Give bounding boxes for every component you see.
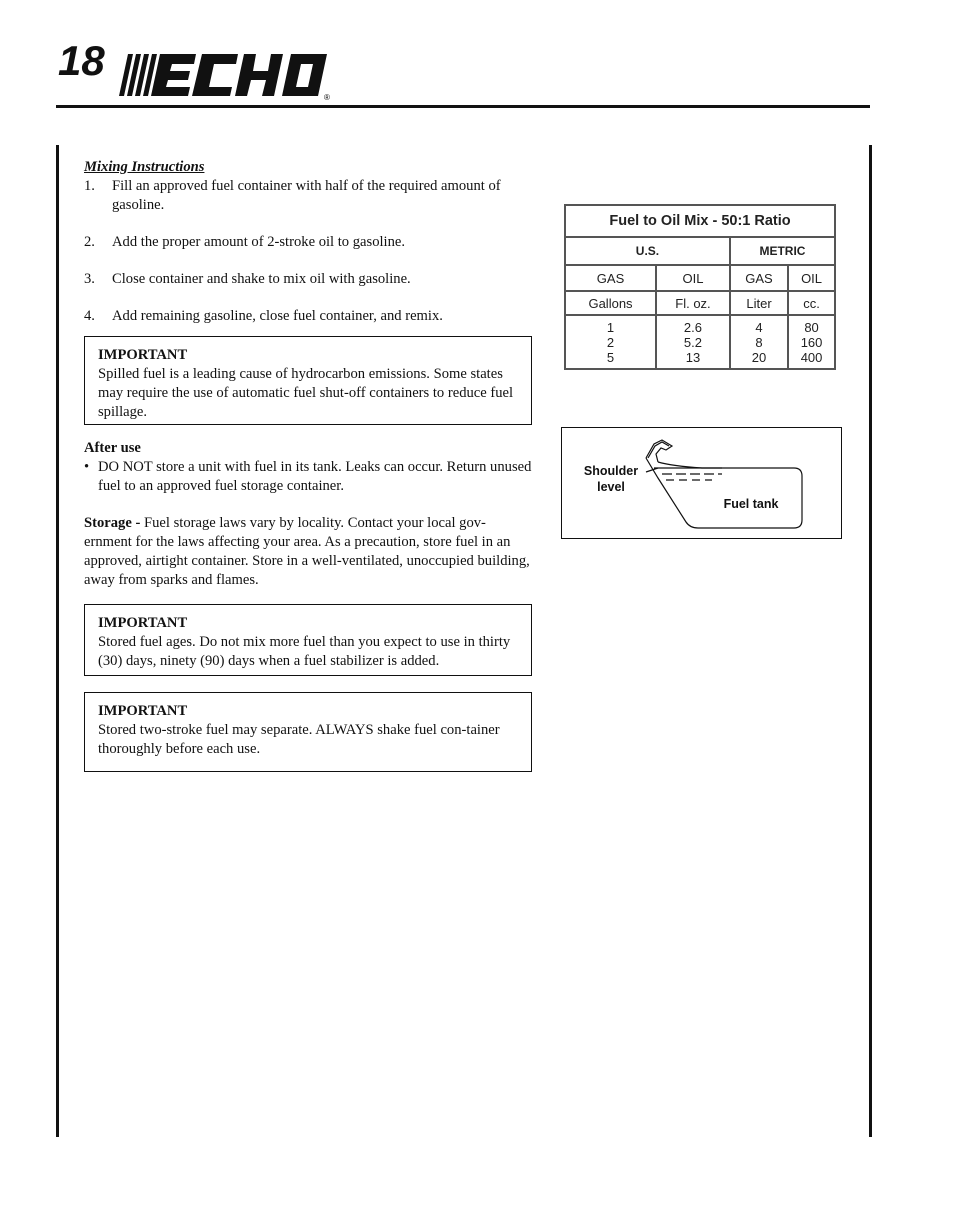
- table-cell: 5.2: [683, 335, 702, 350]
- header-rule: [56, 105, 870, 108]
- step-text: Fill an approved fuel container with half of the required amount of gasoline.: [112, 178, 501, 213]
- important-heading: IMPORTANT: [98, 615, 188, 631]
- echo-logo: [118, 50, 338, 102]
- after-use-text: DO NOT store a unit with fuel in its tank. Leaks can occur. Return unused fuel to an approved fuel storage container.: [98, 459, 532, 494]
- important-heading: IMPORTANT: [98, 703, 188, 719]
- metric-header: METRIC: [730, 237, 835, 265]
- important-text: Stored fuel ages. Do not mix more fuel than you expect to use in thirty (30) days, ninety (90) days when a fuel stabilizer is added.: [98, 634, 511, 669]
- storage-text: Fuel storage laws vary by locality. Contact your local gov-ernment for the laws affecting your area. As a precaution, store fuel in an approved, airtight container. Store in a well-ventilated, unoccupied building, away from sparks and flames.: [84, 515, 530, 588]
- col-head-us-gas: GAS: [565, 265, 656, 291]
- table-cell: 8: [755, 335, 763, 350]
- unit-gallons: Gallons: [565, 291, 656, 315]
- col-head-us-oil: OIL: [656, 265, 730, 291]
- table-cell: 80: [804, 320, 819, 335]
- important-box-spill: [84, 336, 532, 425]
- important-heading: IMPORTANT: [98, 347, 188, 363]
- mixing-title: Mixing Instructions: [84, 159, 205, 175]
- table-cell: 13: [685, 350, 701, 365]
- after-use-heading: After use: [84, 440, 141, 456]
- important-text: Stored two-stroke fuel may separate. ALWAYS shake fuel con-tainer thoroughly before each use.: [98, 722, 500, 757]
- svg-text:®: ®: [324, 93, 330, 102]
- col-head-metric-gas: GAS: [730, 265, 788, 291]
- shoulder-level-label: Shoulder level: [583, 464, 639, 494]
- fuel-oil-mix-table: [564, 204, 836, 370]
- metric-oil-values: [788, 315, 835, 369]
- mixing-steps: [84, 177, 532, 326]
- bullet-glyph: •: [84, 459, 90, 475]
- step-number: 1.: [84, 178, 95, 194]
- us-header: U.S.: [565, 237, 730, 265]
- unit-fl-oz: Fl. oz.: [656, 291, 730, 315]
- step-text: Add remaining gasoline, close fuel container, and remix.: [112, 308, 443, 324]
- list-item: [84, 307, 532, 326]
- list-item: [84, 270, 532, 289]
- table-cell: 5: [606, 350, 615, 365]
- table-cell: 20: [751, 350, 767, 365]
- left-margin-rule: [56, 145, 59, 1137]
- step-number: 3.: [84, 271, 95, 287]
- right-margin-rule: [869, 145, 872, 1137]
- metric-gas-values: [730, 315, 788, 369]
- list-item: [84, 177, 532, 215]
- table-title: Fuel to Oil Mix - 50:1 Ratio: [565, 205, 835, 237]
- table-cell: 160: [800, 335, 823, 350]
- unit-cc: cc.: [788, 291, 835, 315]
- list-item: [84, 233, 532, 252]
- table-cell: 2.6: [683, 320, 702, 335]
- important-box-separate: [84, 692, 532, 772]
- us-oil-values: [656, 315, 730, 369]
- table-cell: 1: [606, 320, 615, 335]
- important-text: Spilled fuel is a leading cause of hydrocarbon emissions. Some states may require the use of automatic fuel shut-off containers to reduce fuel spillage.: [98, 366, 514, 420]
- fuel-tank-figure: [561, 427, 842, 539]
- fuel-tank-label: Fuel tank: [723, 497, 779, 511]
- step-text: Add the proper amount of 2-stroke oil to gasoline.: [112, 234, 406, 250]
- step-text: Close container and shake to mix oil with gasoline.: [112, 271, 411, 287]
- table-cell: 2: [606, 335, 615, 350]
- step-number: 4.: [84, 308, 95, 324]
- left-column: [84, 158, 532, 772]
- table-cell: 400: [800, 350, 823, 365]
- us-gas-values: [565, 315, 656, 369]
- storage-paragraph: [84, 514, 532, 590]
- table-cell: 4: [755, 320, 763, 335]
- step-number: 2.: [84, 234, 95, 250]
- after-use-bullet: [84, 458, 532, 496]
- storage-label: Storage -: [84, 515, 141, 531]
- page-number: 18: [58, 37, 105, 84]
- col-head-metric-oil: OIL: [788, 265, 835, 291]
- unit-liter: Liter: [730, 291, 788, 315]
- important-box-fuel-ages: [84, 604, 532, 676]
